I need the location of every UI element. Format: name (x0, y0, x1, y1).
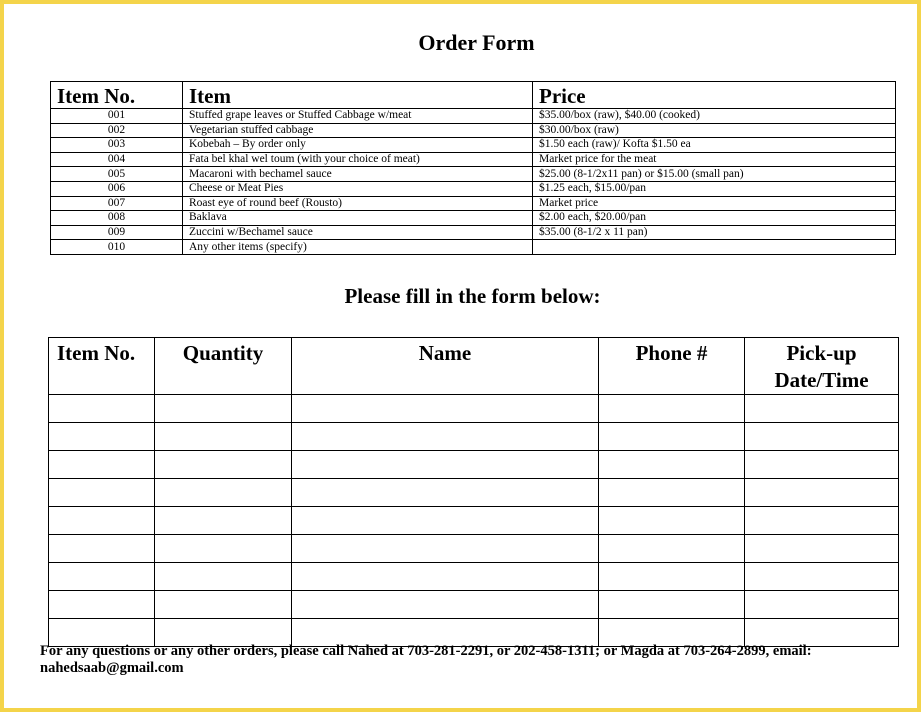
order-entry-row (49, 423, 899, 451)
menu-row (51, 123, 896, 138)
menu-header-row (51, 82, 896, 109)
menu-row (51, 225, 896, 240)
order-phone-cell[interactable] (599, 451, 745, 479)
order-pickup-cell[interactable] (745, 423, 899, 451)
order-header-row (49, 338, 899, 395)
menu-item-price: $35.00 (8-1/2 x 11 pan) (533, 225, 896, 240)
menu-item-name: Zuccini w/Bechamel sauce (183, 225, 533, 240)
menu-table (50, 81, 896, 255)
order-pickup-cell[interactable] (745, 395, 899, 423)
order-quantity-cell[interactable] (155, 479, 292, 507)
menu-item-price: $35.00/box (raw), $40.00 (cooked) (533, 109, 896, 124)
order-name-cell[interactable] (292, 535, 599, 563)
order-entry-row (49, 395, 899, 423)
order-entry-row (49, 479, 899, 507)
menu-header-item: Item (183, 82, 533, 109)
order-item-no-cell[interactable] (49, 423, 155, 451)
menu-item-price (533, 240, 896, 255)
order-phone-cell[interactable] (599, 591, 745, 619)
page-title: Order Form (418, 30, 535, 55)
menu-header-item-no: Item No. (51, 82, 183, 109)
menu-item-name: Roast eye of round beef (Rousto) (183, 196, 533, 211)
menu-item-number: 002 (51, 123, 183, 138)
order-pickup-cell[interactable] (745, 591, 899, 619)
order-pickup-cell[interactable] (745, 535, 899, 563)
order-header-pickup-line1: Pick-up (786, 341, 857, 365)
order-item-no-cell[interactable] (49, 563, 155, 591)
menu-item-price: $1.25 each, $15.00/pan (533, 181, 896, 196)
order-pickup-cell[interactable] (745, 507, 899, 535)
order-quantity-cell[interactable] (155, 591, 292, 619)
order-name-cell[interactable] (292, 423, 599, 451)
order-quantity-cell[interactable] (155, 423, 292, 451)
menu-item-number: 004 (51, 152, 183, 167)
order-header-item-no: Item No. (49, 338, 155, 395)
order-item-no-cell[interactable] (49, 591, 155, 619)
menu-item-number: 005 (51, 167, 183, 182)
contact-footer (40, 643, 900, 677)
menu-row (51, 109, 896, 124)
menu-item-name: Kobebah – By order only (183, 138, 533, 153)
order-item-no-cell[interactable] (49, 507, 155, 535)
order-header-phone: Phone # (599, 338, 745, 395)
order-phone-cell[interactable] (599, 395, 745, 423)
order-entry-row (49, 563, 899, 591)
order-name-cell[interactable] (292, 395, 599, 423)
menu-item-price: Market price (533, 196, 896, 211)
order-phone-cell[interactable] (599, 535, 745, 563)
menu-item-number: 008 (51, 211, 183, 226)
order-header-pickup (745, 338, 899, 395)
menu-item-name: Macaroni with bechamel sauce (183, 167, 533, 182)
order-phone-cell[interactable] (599, 507, 745, 535)
order-header-quantity: Quantity (155, 338, 292, 395)
order-item-no-cell[interactable] (49, 395, 155, 423)
order-item-no-cell[interactable] (49, 451, 155, 479)
menu-item-number: 003 (51, 138, 183, 153)
order-pickup-cell[interactable] (745, 563, 899, 591)
menu-item-name: Any other items (specify) (183, 240, 533, 255)
order-item-no-cell[interactable] (49, 535, 155, 563)
order-phone-cell[interactable] (599, 423, 745, 451)
order-quantity-cell[interactable] (155, 451, 292, 479)
menu-item-number: 001 (51, 109, 183, 124)
menu-item-number: 010 (51, 240, 183, 255)
menu-item-price: Market price for the meat (533, 152, 896, 167)
menu-item-price: $25.00 (8-1/2x11 pan) or $15.00 (small pan) (533, 167, 896, 182)
menu-row (51, 167, 896, 182)
order-form-page (4, 4, 917, 708)
menu-header-price: Price (533, 82, 896, 109)
menu-item-number: 006 (51, 181, 183, 196)
order-entry-row (49, 507, 899, 535)
menu-item-price: $30.00/box (raw) (533, 123, 896, 138)
menu-item-name: Vegetarian stuffed cabbage (183, 123, 533, 138)
menu-item-name: Stuffed grape leaves or Stuffed Cabbage w/meat (183, 109, 533, 124)
contact-email: nahedsaab@gmail.com (40, 660, 184, 676)
menu-row (51, 181, 896, 196)
order-quantity-cell[interactable] (155, 395, 292, 423)
menu-item-number: 007 (51, 196, 183, 211)
order-entry-row (49, 535, 899, 563)
contact-line: For any questions or any other orders, please call Nahed at 703-281-2291, or 202-458-1311; or Magda at 703-264-2899, email: (40, 643, 812, 659)
order-quantity-cell[interactable] (155, 563, 292, 591)
order-name-cell[interactable] (292, 451, 599, 479)
menu-item-name: Baklava (183, 211, 533, 226)
order-name-cell[interactable] (292, 563, 599, 591)
menu-item-number: 009 (51, 225, 183, 240)
menu-row (51, 152, 896, 167)
menu-item-name: Cheese or Meat Pies (183, 181, 533, 196)
order-header-pickup-line2: Date/Time (774, 368, 869, 392)
order-name-cell[interactable] (292, 507, 599, 535)
menu-item-name: Fata bel khal wel toum (with your choice of meat) (183, 152, 533, 167)
order-header-name: Name (292, 338, 599, 395)
order-quantity-cell[interactable] (155, 535, 292, 563)
menu-item-price: $1.50 each (raw)/ Kofta $1.50 ea (533, 138, 896, 153)
order-entry-table (48, 337, 899, 647)
menu-item-price: $2.00 each, $20.00/pan (533, 211, 896, 226)
order-pickup-cell[interactable] (745, 479, 899, 507)
order-pickup-cell[interactable] (745, 451, 899, 479)
order-phone-cell[interactable] (599, 479, 745, 507)
form-instructions: Please fill in the form below: (344, 284, 601, 308)
order-phone-cell[interactable] (599, 563, 745, 591)
menu-row (51, 138, 896, 153)
order-item-no-cell[interactable] (49, 479, 155, 507)
menu-row (51, 196, 896, 211)
menu-row (51, 240, 896, 255)
order-entry-row (49, 451, 899, 479)
order-entry-row (49, 591, 899, 619)
menu-row (51, 211, 896, 226)
order-name-cell[interactable] (292, 591, 599, 619)
order-name-cell[interactable] (292, 479, 599, 507)
order-quantity-cell[interactable] (155, 507, 292, 535)
